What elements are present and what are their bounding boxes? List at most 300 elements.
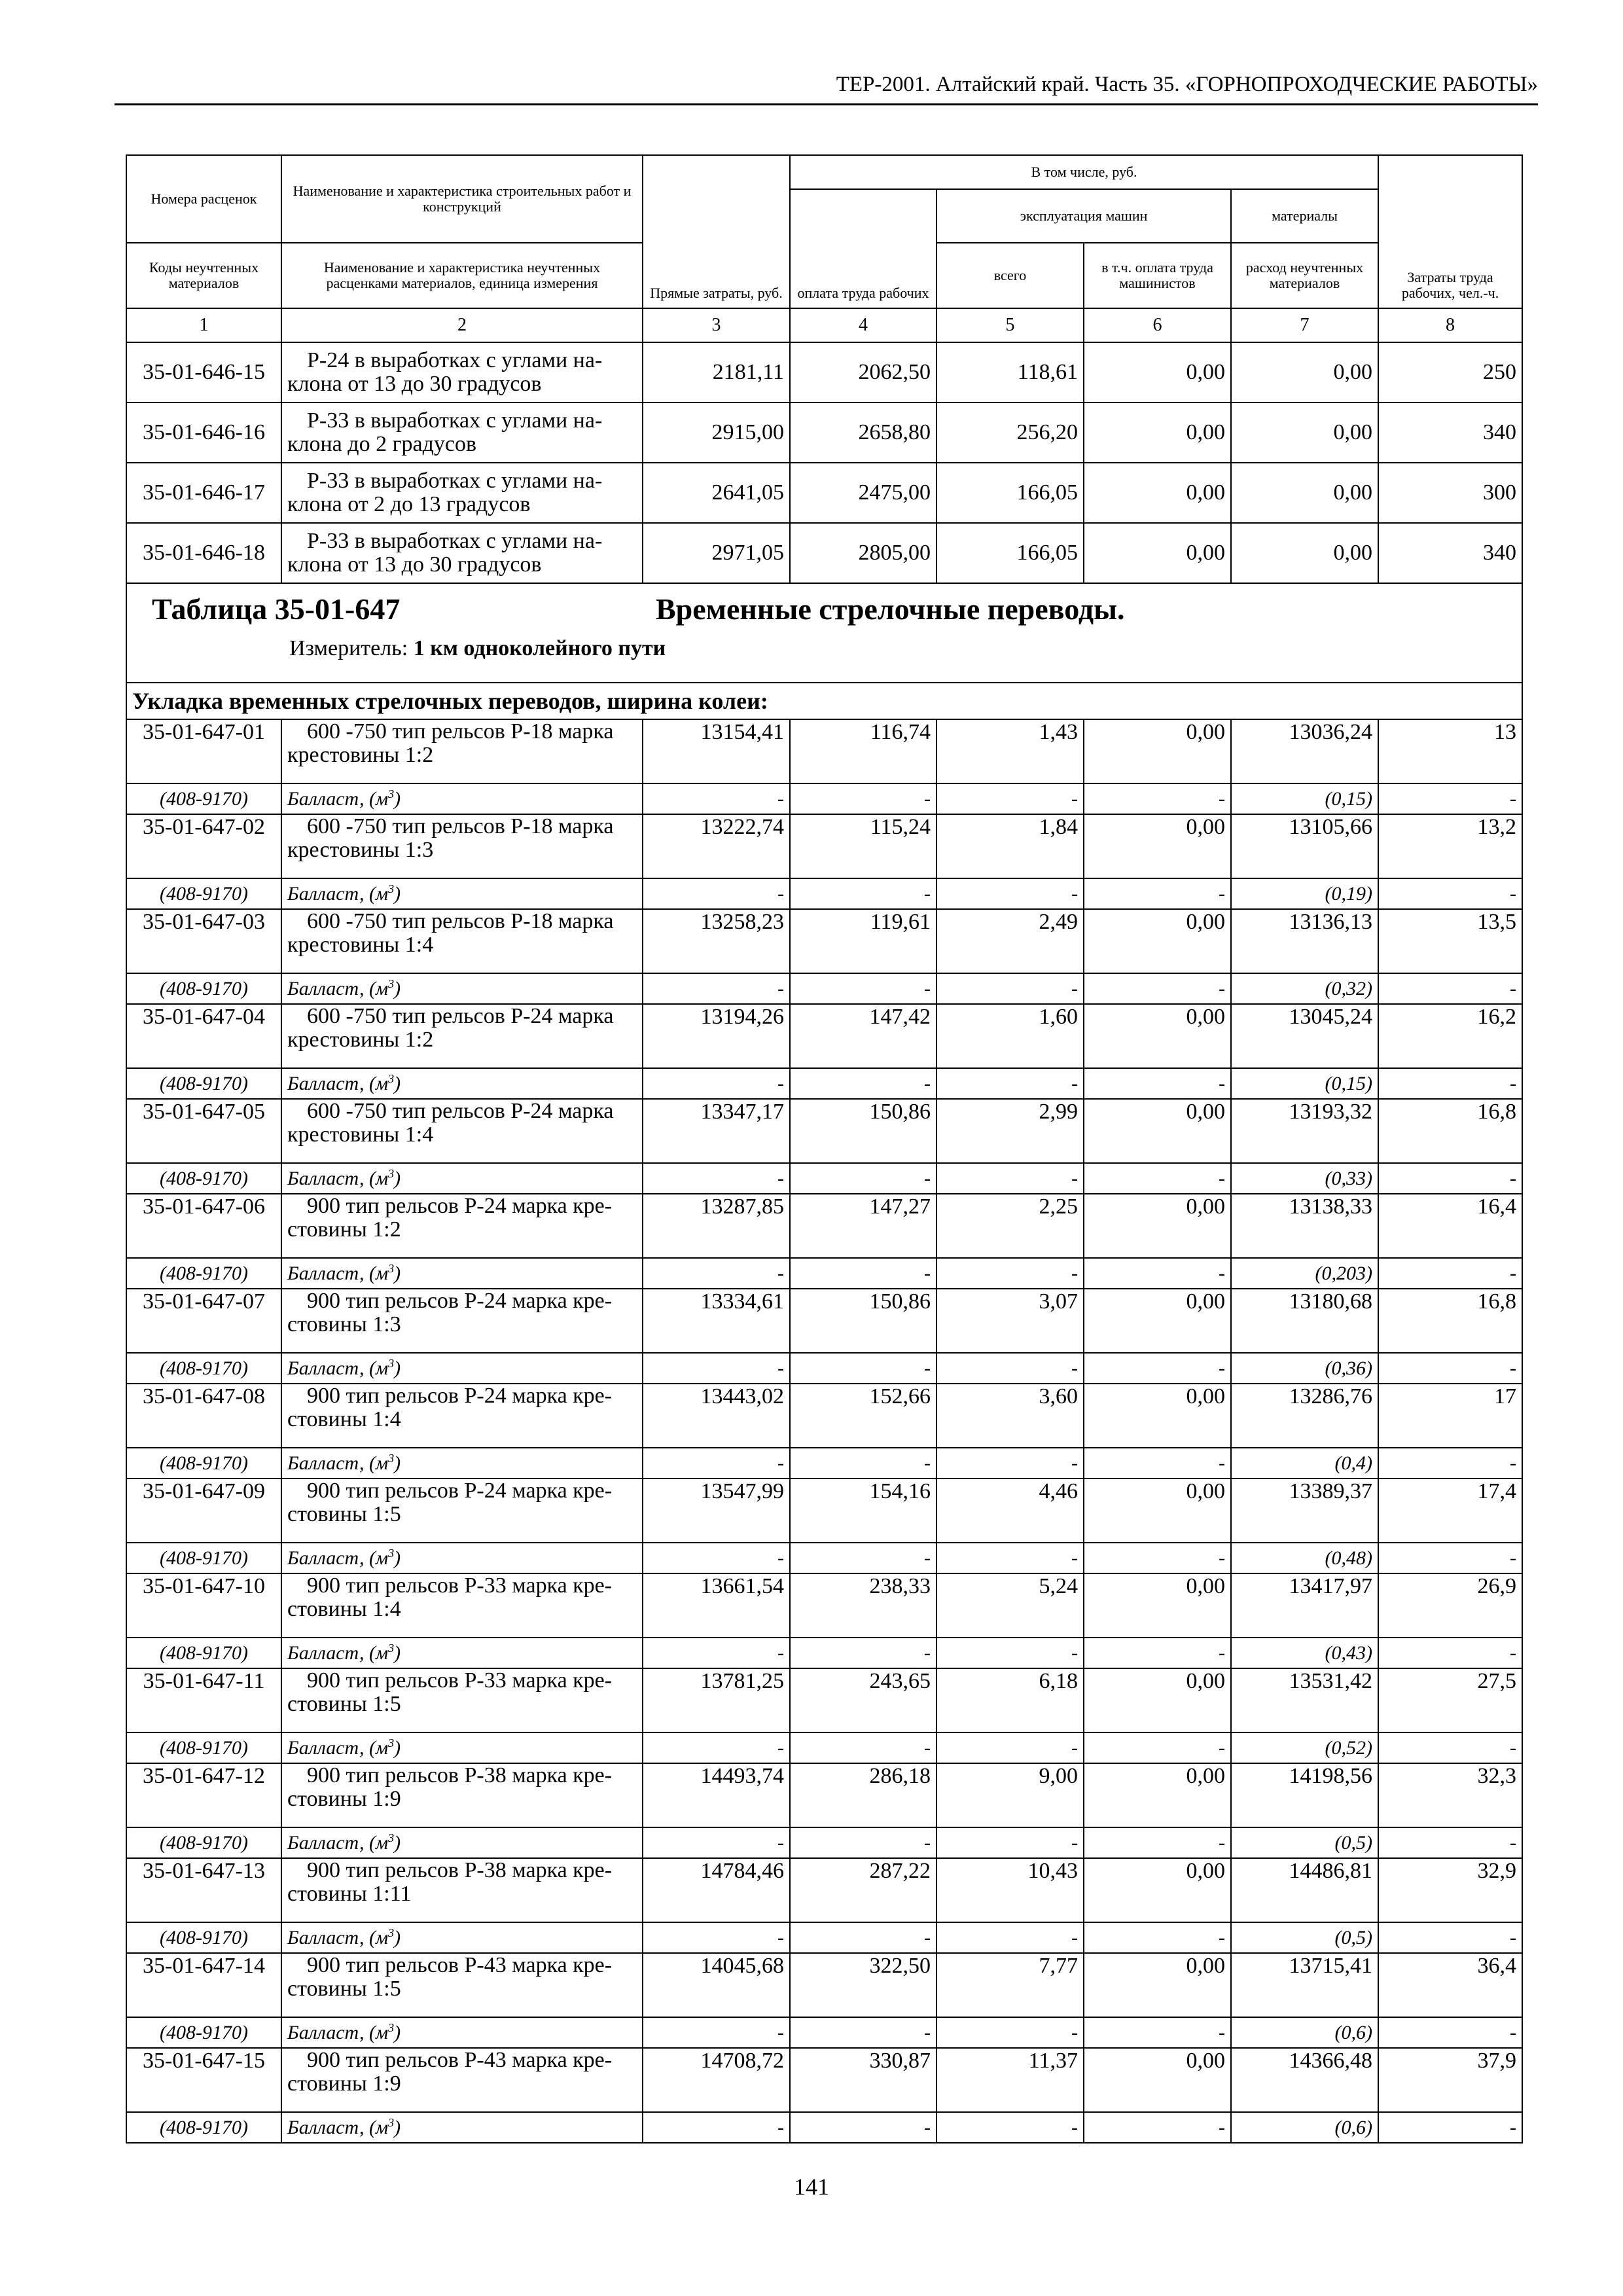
value-machinists: 0,00 xyxy=(1084,1953,1231,2017)
resource-row xyxy=(126,2112,1522,2143)
dash-value: - xyxy=(1378,1448,1522,1479)
dash-value: - xyxy=(790,973,936,1004)
table-row xyxy=(126,1194,1522,1258)
unit-exponent: 3 xyxy=(388,1926,395,1939)
rate-code: 35-01-647-05 xyxy=(126,1099,281,1163)
value-labor: 322,50 xyxy=(790,1953,936,2017)
resource-row xyxy=(126,1638,1522,1668)
value-direct: 13547,99 xyxy=(643,1479,790,1543)
dash-value: - xyxy=(936,1353,1084,1384)
value-labor: 147,42 xyxy=(790,1004,936,1068)
material-name xyxy=(281,2112,643,2143)
table-row xyxy=(126,814,1522,878)
dash-value: - xyxy=(1378,1638,1522,1668)
resource-row xyxy=(126,878,1522,909)
value-machines: 1,43 xyxy=(936,719,1084,783)
value-workhours: 13 xyxy=(1378,719,1522,783)
rate-code: 35-01-647-12 xyxy=(126,1763,281,1827)
dash-value: - xyxy=(1378,2017,1522,2048)
dash-value: - xyxy=(643,1827,790,1858)
material-name xyxy=(281,1353,643,1384)
value-machinists: 0,00 xyxy=(1084,1668,1231,1732)
value-labor: 2805,00 xyxy=(790,523,936,583)
material-code: (408-9170) xyxy=(126,1638,281,1668)
table-title-cell xyxy=(126,583,1522,683)
value-labor: 116,74 xyxy=(790,719,936,783)
value-materials: 13715,41 xyxy=(1231,1953,1378,2017)
value-machines: 3,60 xyxy=(936,1384,1084,1448)
resource-row xyxy=(126,1258,1522,1289)
rate-code: 35-01-647-08 xyxy=(126,1384,281,1448)
material-label: Балласт, (м xyxy=(287,882,389,905)
value-materials: 13180,68 xyxy=(1231,1289,1378,1353)
column-number: 2 xyxy=(281,308,643,342)
dash-value: - xyxy=(1084,783,1231,814)
rate-code: 35-01-647-11 xyxy=(126,1668,281,1732)
col-header-rate-numbers: Номера расценок xyxy=(126,155,281,243)
rate-code: 35-01-647-09 xyxy=(126,1479,281,1543)
dash-value: - xyxy=(1084,1448,1231,1479)
material-label: Балласт, (м xyxy=(287,2021,389,2043)
material-quantity: (0,5) xyxy=(1231,1922,1378,1953)
resource-row xyxy=(126,1353,1522,1384)
unit-exponent: 3 xyxy=(388,787,395,800)
material-label: Балласт, (м xyxy=(287,1262,389,1284)
dash-value: - xyxy=(643,1068,790,1099)
rate-code: 35-01-647-10 xyxy=(126,1573,281,1638)
dash-value: - xyxy=(643,1732,790,1763)
material-label: Балласт, (м xyxy=(287,1072,389,1094)
dash-value: - xyxy=(936,1922,1084,1953)
column-number: 8 xyxy=(1378,308,1522,342)
dash-value: - xyxy=(1084,1163,1231,1194)
value-workhours: 32,9 xyxy=(1378,1858,1522,1922)
value-materials: 13136,13 xyxy=(1231,909,1378,973)
value-machinists: 0,00 xyxy=(1084,1384,1231,1448)
value-workhours: 16,8 xyxy=(1378,1289,1522,1353)
column-number-row xyxy=(126,308,1522,342)
dash-value: - xyxy=(790,1638,936,1668)
material-quantity: (0,6) xyxy=(1231,2017,1378,2048)
column-number: 6 xyxy=(1084,308,1231,342)
value-materials: 13193,32 xyxy=(1231,1099,1378,1163)
dash-value: - xyxy=(1084,1827,1231,1858)
material-quantity: (0,43) xyxy=(1231,1638,1378,1668)
resource-row xyxy=(126,973,1522,1004)
resource-row xyxy=(126,783,1522,814)
value-direct: 2915,00 xyxy=(643,403,790,463)
material-code: (408-9170) xyxy=(126,1258,281,1289)
material-label-close: ) xyxy=(394,1452,401,1474)
unit-exponent: 3 xyxy=(388,1071,395,1085)
dash-value: - xyxy=(936,2017,1084,2048)
value-direct: 2641,05 xyxy=(643,463,790,523)
value-direct: 14493,74 xyxy=(643,1763,790,1827)
value-machinists: 0,00 xyxy=(1084,1004,1231,1068)
dash-value: - xyxy=(1084,1068,1231,1099)
rate-code: 35-01-647-02 xyxy=(126,814,281,878)
table-title-row xyxy=(126,583,1522,683)
table-row xyxy=(126,1668,1522,1732)
value-workhours: 16,2 xyxy=(1378,1004,1522,1068)
table-row xyxy=(126,342,1522,403)
value-workhours: 32,3 xyxy=(1378,1763,1522,1827)
material-label: Балласт, (м xyxy=(287,787,389,810)
dash-value: - xyxy=(1378,1827,1522,1858)
value-direct: 13334,61 xyxy=(643,1289,790,1353)
dash-value: - xyxy=(790,1543,936,1573)
value-workhours: 13,2 xyxy=(1378,814,1522,878)
dash-value: - xyxy=(643,1163,790,1194)
material-quantity: (0,203) xyxy=(1231,1258,1378,1289)
value-direct: 13781,25 xyxy=(643,1668,790,1732)
value-machines: 10,43 xyxy=(936,1858,1084,1922)
value-workhours: 16,8 xyxy=(1378,1099,1522,1163)
value-labor: 287,22 xyxy=(790,1858,936,1922)
value-workhours: 300 xyxy=(1378,463,1522,523)
table-row xyxy=(126,1953,1522,2017)
dash-value: - xyxy=(936,783,1084,814)
work-name: 900 тип рельсов Р-24 марка кре-стовины 1:4 xyxy=(281,1384,643,1448)
value-labor: 147,27 xyxy=(790,1194,936,1258)
table-row xyxy=(126,403,1522,463)
material-code: (408-9170) xyxy=(126,1922,281,1953)
work-name: 600 -750 тип рельсов Р-24 марка крестовины 1:2 xyxy=(281,1004,643,1068)
value-machinists: 0,00 xyxy=(1084,2048,1231,2112)
unit-exponent: 3 xyxy=(388,2115,395,2129)
dash-value: - xyxy=(1378,1543,1522,1573)
material-quantity: (0,33) xyxy=(1231,1163,1378,1194)
material-label-close: ) xyxy=(394,2116,401,2138)
col-header-labor-cost: Затраты труда рабочих, чел.-ч. xyxy=(1378,155,1522,308)
unit-exponent: 3 xyxy=(388,977,395,990)
work-name: 600 -750 тип рельсов Р-18 марка крестовины 1:4 xyxy=(281,909,643,973)
value-machines: 3,07 xyxy=(936,1289,1084,1353)
material-quantity: (0,15) xyxy=(1231,1068,1378,1099)
value-machinists: 0,00 xyxy=(1084,1763,1231,1827)
material-name xyxy=(281,1068,643,1099)
col-header-machine-labor: в т.ч. оплата труда машинистов xyxy=(1084,243,1231,308)
value-labor: 115,24 xyxy=(790,814,936,878)
value-labor: 238,33 xyxy=(790,1573,936,1638)
material-label: Балласт, (м xyxy=(287,1641,389,1664)
work-name: 900 тип рельсов Р-38 марка кре-стовины 1:11 xyxy=(281,1858,643,1922)
value-workhours: 17 xyxy=(1378,1384,1522,1448)
resource-row xyxy=(126,1732,1522,1763)
material-label: Балласт, (м xyxy=(287,1452,389,1474)
work-name: Р-33 в выработках с углами на-клона до 2 градусов xyxy=(281,403,643,463)
work-name: 600 -750 тип рельсов Р-24 марка крестовины 1:4 xyxy=(281,1099,643,1163)
material-code: (408-9170) xyxy=(126,878,281,909)
resource-row xyxy=(126,1163,1522,1194)
value-machines: 166,05 xyxy=(936,463,1084,523)
dash-value: - xyxy=(936,1163,1084,1194)
column-number: 7 xyxy=(1231,308,1378,342)
value-machines: 7,77 xyxy=(936,1953,1084,2017)
material-quantity: (0,48) xyxy=(1231,1543,1378,1573)
material-label-close: ) xyxy=(394,1926,401,1948)
material-quantity: (0,5) xyxy=(1231,1827,1378,1858)
unit-exponent: 3 xyxy=(388,1736,395,1749)
value-materials: 13036,24 xyxy=(1231,719,1378,783)
material-code: (408-9170) xyxy=(126,1163,281,1194)
dash-value: - xyxy=(1378,1068,1522,1099)
material-name xyxy=(281,878,643,909)
col-header-material-codes: Коды неучтенных материалов xyxy=(126,243,281,308)
table-row xyxy=(126,1384,1522,1448)
material-name xyxy=(281,1638,643,1668)
value-machinists: 0,00 xyxy=(1084,1289,1231,1353)
material-quantity: (0,15) xyxy=(1231,783,1378,814)
work-name: Р-33 в выработках с углами на-клона от 13 до 30 градусов xyxy=(281,523,643,583)
value-direct: 13443,02 xyxy=(643,1384,790,1448)
dash-value: - xyxy=(1084,878,1231,909)
dash-value: - xyxy=(643,1353,790,1384)
material-label-close: ) xyxy=(394,1736,401,1759)
col-header-materials: материалы xyxy=(1231,189,1378,243)
value-machinists: 0,00 xyxy=(1084,814,1231,878)
unit-exponent: 3 xyxy=(388,1451,395,1465)
dash-value: - xyxy=(1378,1258,1522,1289)
dash-value: - xyxy=(790,1827,936,1858)
value-labor: 150,86 xyxy=(790,1099,936,1163)
table-row xyxy=(126,1573,1522,1638)
dash-value: - xyxy=(936,2112,1084,2143)
value-machinists: 0,00 xyxy=(1084,719,1231,783)
material-label-close: ) xyxy=(394,2021,401,2043)
value-direct: 13222,74 xyxy=(643,814,790,878)
material-label-close: ) xyxy=(394,882,401,905)
value-labor: 243,65 xyxy=(790,1668,936,1732)
rate-code: 35-01-647-15 xyxy=(126,2048,281,2112)
dash-value: - xyxy=(790,1068,936,1099)
dash-value: - xyxy=(1378,2112,1522,2143)
material-quantity: (0,52) xyxy=(1231,1732,1378,1763)
value-labor: 2475,00 xyxy=(790,463,936,523)
rate-code: 35-01-647-04 xyxy=(126,1004,281,1068)
dash-value: - xyxy=(936,1258,1084,1289)
material-name xyxy=(281,1258,643,1289)
value-materials: 14198,56 xyxy=(1231,1763,1378,1827)
value-workhours: 37,9 xyxy=(1378,2048,1522,2112)
value-materials: 0,00 xyxy=(1231,342,1378,403)
table-row xyxy=(126,2048,1522,2112)
material-label-close: ) xyxy=(394,1641,401,1664)
value-direct: 13347,17 xyxy=(643,1099,790,1163)
material-code: (408-9170) xyxy=(126,1732,281,1763)
table-row xyxy=(126,1289,1522,1353)
work-name: Р-33 в выработках с углами на-клона от 2 до 13 градусов xyxy=(281,463,643,523)
value-materials: 14366,48 xyxy=(1231,2048,1378,2112)
material-label-close: ) xyxy=(394,1262,401,1284)
value-direct: 13258,23 xyxy=(643,909,790,973)
value-workhours: 36,4 xyxy=(1378,1953,1522,2017)
value-direct: 14784,46 xyxy=(643,1858,790,1922)
material-code: (408-9170) xyxy=(126,2112,281,2143)
material-name xyxy=(281,783,643,814)
unit-exponent: 3 xyxy=(388,1546,395,1560)
unit-exponent: 3 xyxy=(388,1356,395,1370)
value-materials: 13417,97 xyxy=(1231,1573,1378,1638)
rate-code: 35-01-646-15 xyxy=(126,342,281,403)
dash-value: - xyxy=(790,1353,936,1384)
col-header-material-name: Наименование и характеристика неучтенных расценками материалов, единица измерения xyxy=(281,243,643,308)
material-code: (408-9170) xyxy=(126,1543,281,1573)
unit-exponent: 3 xyxy=(388,1831,395,1844)
material-name xyxy=(281,1163,643,1194)
meter-value: 1 км одноколейного пути xyxy=(413,636,666,660)
value-machines: 166,05 xyxy=(936,523,1084,583)
dash-value: - xyxy=(643,878,790,909)
value-materials: 13531,42 xyxy=(1231,1668,1378,1732)
dash-value: - xyxy=(1084,1922,1231,1953)
meter-label: Измеритель: xyxy=(289,636,408,660)
material-label: Балласт, (м xyxy=(287,1167,389,1189)
value-machinists: 0,00 xyxy=(1084,1858,1231,1922)
value-labor: 154,16 xyxy=(790,1479,936,1543)
column-number: 3 xyxy=(643,308,790,342)
material-name xyxy=(281,1922,643,1953)
col-header-direct-costs: Прямые затраты, руб. xyxy=(643,155,790,308)
dash-value: - xyxy=(1378,1163,1522,1194)
material-name xyxy=(281,2017,643,2048)
col-header-including: В том числе, руб. xyxy=(790,155,1378,189)
dash-value: - xyxy=(790,1258,936,1289)
work-name: 900 тип рельсов Р-24 марка кре-стовины 1:5 xyxy=(281,1479,643,1543)
value-workhours: 17,4 xyxy=(1378,1479,1522,1543)
col-header-work-name: Наименование и характеристика строительных работ и конструкций xyxy=(281,155,643,243)
value-machinists: 0,00 xyxy=(1084,342,1231,403)
work-name: 900 тип рельсов Р-38 марка кре-стовины 1:9 xyxy=(281,1763,643,1827)
value-machinists: 0,00 xyxy=(1084,403,1231,463)
value-machines: 1,60 xyxy=(936,1004,1084,1068)
value-materials: 13105,66 xyxy=(1231,814,1378,878)
value-machines: 2,49 xyxy=(936,909,1084,973)
value-workhours: 13,5 xyxy=(1378,909,1522,973)
material-label: Балласт, (м xyxy=(287,977,389,999)
dash-value: - xyxy=(1084,2017,1231,2048)
material-label: Балласт, (м xyxy=(287,1926,389,1948)
dash-value: - xyxy=(643,1922,790,1953)
column-number: 5 xyxy=(936,308,1084,342)
material-label-close: ) xyxy=(394,1072,401,1094)
value-machines: 11,37 xyxy=(936,2048,1084,2112)
table-title: Временные стрелочные переводы. xyxy=(656,592,1125,626)
material-name xyxy=(281,1732,643,1763)
value-materials: 0,00 xyxy=(1231,463,1378,523)
value-workhours: 26,9 xyxy=(1378,1573,1522,1638)
dash-value: - xyxy=(643,1638,790,1668)
dash-value: - xyxy=(1378,973,1522,1004)
table-row xyxy=(126,1004,1522,1068)
material-label: Балласт, (м xyxy=(287,1831,389,1854)
material-label-close: ) xyxy=(394,1357,401,1379)
rate-code: 35-01-647-01 xyxy=(126,719,281,783)
value-direct: 13154,41 xyxy=(643,719,790,783)
value-machines: 9,00 xyxy=(936,1763,1084,1827)
table-row xyxy=(126,1858,1522,1922)
material-quantity: (0,32) xyxy=(1231,973,1378,1004)
dash-value: - xyxy=(936,1448,1084,1479)
resource-row xyxy=(126,2017,1522,2048)
material-name xyxy=(281,1543,643,1573)
dash-value: - xyxy=(1378,783,1522,814)
unit-exponent: 3 xyxy=(388,882,395,895)
value-direct: 14045,68 xyxy=(643,1953,790,2017)
value-direct: 13287,85 xyxy=(643,1194,790,1258)
price-table-body xyxy=(126,155,1522,2143)
value-direct: 14708,72 xyxy=(643,2048,790,2112)
material-label: Балласт, (м xyxy=(287,1547,389,1569)
price-table xyxy=(126,154,1523,2144)
value-direct: 13661,54 xyxy=(643,1573,790,1638)
dash-value: - xyxy=(1084,1732,1231,1763)
dash-value: - xyxy=(790,783,936,814)
dash-value: - xyxy=(643,783,790,814)
value-machinists: 0,00 xyxy=(1084,463,1231,523)
running-header: ТЕР-2001. Алтайский край. Часть 35. «ГОРНОПРОХОДЧЕСКИЕ РАБОТЫ» xyxy=(115,68,1538,105)
work-name: 900 тип рельсов Р-33 марка кре-стовины 1:4 xyxy=(281,1573,643,1638)
table-title-box xyxy=(132,584,1516,682)
value-labor: 119,61 xyxy=(790,909,936,973)
dash-value: - xyxy=(1084,1638,1231,1668)
value-machines: 1,84 xyxy=(936,814,1084,878)
material-label-close: ) xyxy=(394,1831,401,1854)
value-materials: 14486,81 xyxy=(1231,1858,1378,1922)
material-code: (408-9170) xyxy=(126,1448,281,1479)
resource-row xyxy=(126,1922,1522,1953)
material-code: (408-9170) xyxy=(126,973,281,1004)
value-labor: 150,86 xyxy=(790,1289,936,1353)
rate-code: 35-01-647-07 xyxy=(126,1289,281,1353)
dash-value: - xyxy=(790,1448,936,1479)
table-row xyxy=(126,1479,1522,1543)
value-materials: 13138,33 xyxy=(1231,1194,1378,1258)
dash-value: - xyxy=(643,973,790,1004)
value-machines: 2,99 xyxy=(936,1099,1084,1163)
value-machinists: 0,00 xyxy=(1084,1573,1231,1638)
work-name: 900 тип рельсов Р-43 марка кре-стовины 1:5 xyxy=(281,1953,643,2017)
dash-value: - xyxy=(790,1922,936,1953)
work-name: 900 тип рельсов Р-24 марка кре-стовины 1:3 xyxy=(281,1289,643,1353)
value-direct: 2181,11 xyxy=(643,342,790,403)
col-header-machine-total: всего xyxy=(936,243,1084,308)
dash-value: - xyxy=(1084,1543,1231,1573)
unit-exponent: 3 xyxy=(388,1641,395,1655)
value-workhours: 340 xyxy=(1378,403,1522,463)
dash-value: - xyxy=(643,1448,790,1479)
unit-exponent: 3 xyxy=(388,1261,395,1275)
dash-value: - xyxy=(790,1163,936,1194)
material-quantity: (0,19) xyxy=(1231,878,1378,909)
col-header-materials-use: расход неучтенных материалов xyxy=(1231,243,1378,308)
dash-value: - xyxy=(936,1827,1084,1858)
value-labor: 286,18 xyxy=(790,1763,936,1827)
rate-code: 35-01-646-17 xyxy=(126,463,281,523)
page-number: 141 xyxy=(794,2174,829,2200)
column-number: 1 xyxy=(126,308,281,342)
dash-value: - xyxy=(790,2017,936,2048)
material-label: Балласт, (м xyxy=(287,2116,389,2138)
material-label: Балласт, (м xyxy=(287,1357,389,1379)
dash-value: - xyxy=(790,878,936,909)
dash-value: - xyxy=(790,2112,936,2143)
col-header-machine-operation: эксплуатация машин xyxy=(936,189,1231,243)
unit-exponent: 3 xyxy=(388,1166,395,1180)
material-label-close: ) xyxy=(394,977,401,999)
value-labor: 2062,50 xyxy=(790,342,936,403)
value-machinists: 0,00 xyxy=(1084,1194,1231,1258)
